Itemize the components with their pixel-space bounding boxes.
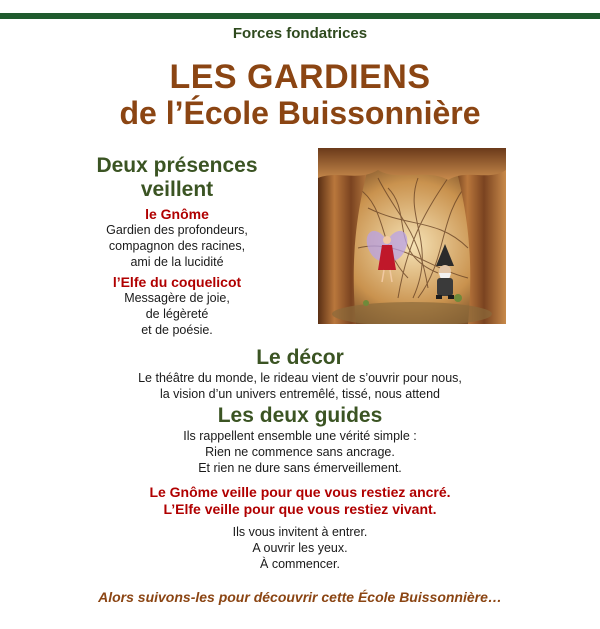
- guides-text: [0, 428, 600, 476]
- guides-section: [0, 404, 600, 476]
- elfe-desc-line: et de poésie.: [141, 323, 213, 337]
- presences-heading: Deux présences veillent: [96, 154, 258, 201]
- guides-invitation: [0, 524, 600, 572]
- decor-section: [0, 346, 600, 402]
- presences-section: [60, 154, 294, 338]
- emphasis-line: L’Elfe veille pour que vous restiez vivant.: [163, 501, 437, 517]
- kicker-text: Forces fondatrices: [232, 25, 368, 42]
- invite-line: A ouvrir les yeux.: [252, 541, 348, 555]
- invite-line: À commencer.: [260, 557, 340, 571]
- guides-line: Ils rappellent ensemble une vérité simple :: [183, 429, 417, 443]
- guides-heading: Les deux guides: [217, 404, 383, 427]
- page-title: LES GARDIENS: [169, 58, 431, 96]
- elfe-desc-line: Messagère de joie,: [124, 291, 230, 305]
- guides-emphasis: [0, 484, 600, 518]
- decor-line: Le théâtre du monde, le rideau vient de s’ouvrir pour nous,: [138, 371, 462, 385]
- gnome-name: le Gnôme: [145, 206, 209, 222]
- elfe-name: l’Elfe du coquelicot: [112, 274, 242, 290]
- theater-curtain-illustration: [318, 148, 506, 324]
- gnome-desc-line: compagnon des racines,: [108, 239, 246, 253]
- elfe-description: [60, 290, 294, 338]
- guides-line: Et rien ne dure sans émerveillement.: [198, 461, 402, 475]
- closing-line: Alors suivons-les pour découvrir cette École Buissonnière…: [98, 589, 502, 605]
- guides-line: Rien ne commence sans ancrage.: [205, 445, 395, 459]
- gnome-desc-line: ami de la lucidité: [130, 255, 224, 269]
- gnome-description: [60, 222, 294, 270]
- elfe-desc-line: de légèreté: [145, 307, 209, 321]
- invite-line: Ils vous invitent à entrer.: [232, 525, 368, 539]
- emphasis-line: Le Gnôme veille pour que vous restiez ancré.: [149, 484, 451, 500]
- gnome-desc-line: Gardien des profondeurs,: [106, 223, 248, 237]
- decor-line: la vision d’un univers entremêlé, tissé, nous attend: [159, 387, 441, 401]
- page-subtitle: de l’École Buissonnière: [119, 95, 481, 131]
- top-divider-bar: [0, 13, 600, 19]
- decor-heading: Le décor: [256, 346, 344, 369]
- decor-text: [0, 370, 600, 402]
